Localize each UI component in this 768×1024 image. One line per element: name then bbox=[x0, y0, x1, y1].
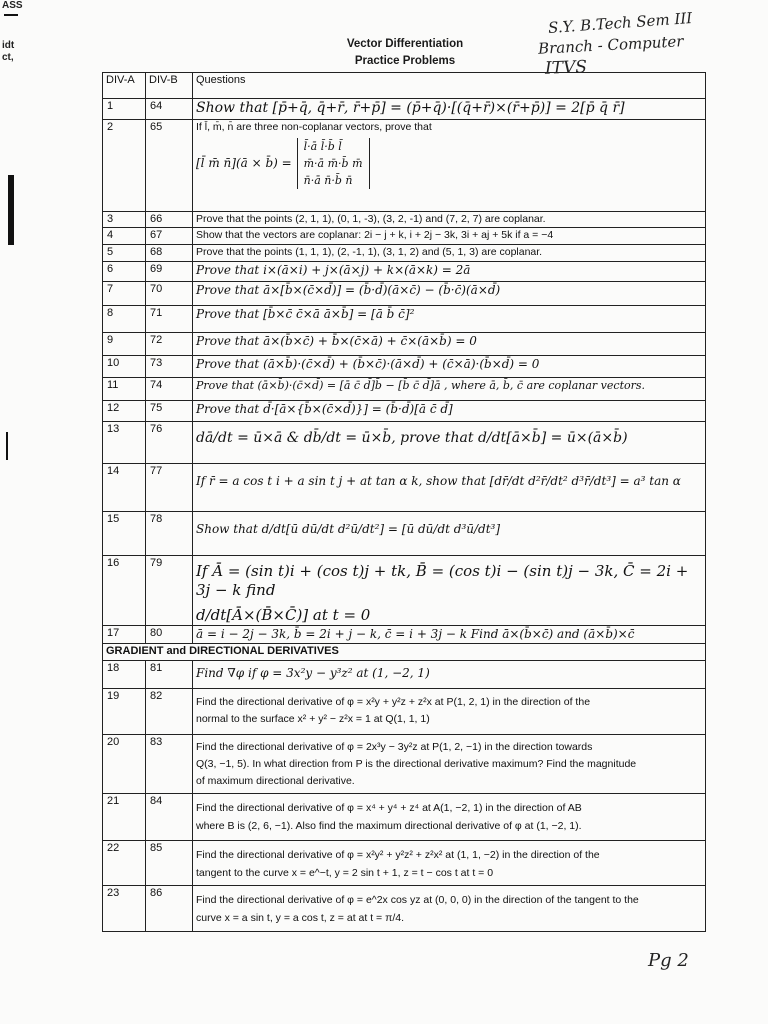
question-text: Prove that ā×(b̄×c̄) + b̄×(c̄×ā) + c̄×(ā×b̄) = 0 bbox=[193, 333, 706, 356]
div-b-number: 71 bbox=[146, 306, 193, 333]
table-row bbox=[103, 356, 706, 378]
div-b-number: 85 bbox=[146, 841, 193, 886]
question-text-continued: d/dt[Ā×(B̄×C̄)] at t = 0 bbox=[196, 605, 371, 624]
div-a-number: 14 bbox=[103, 464, 146, 512]
div-a-number: 12 bbox=[103, 401, 146, 422]
table-row bbox=[103, 422, 706, 464]
handwritten-initials: ITVS bbox=[544, 57, 588, 79]
div-a-number: 5 bbox=[103, 245, 146, 262]
div-a-number: 13 bbox=[103, 422, 146, 464]
question-text: Find the directional derivative of φ = x²y² + y²z² + z²x² at (1, 1, −2) in the direction of the bbox=[196, 849, 600, 861]
question-text-continued: curve x = a sin t, y = a cos t, z = at at t = π/4. bbox=[196, 912, 405, 924]
question-text-continued: Q(3, −1, 5). In what direction from P is the directional derivative maximum? Find the magnitude bbox=[196, 758, 637, 770]
div-a-number: 2 bbox=[103, 119, 146, 211]
div-a-number: 22 bbox=[103, 841, 146, 886]
div-a-number: 23 bbox=[103, 886, 146, 932]
table-header-row bbox=[103, 73, 706, 99]
table-row bbox=[103, 228, 706, 245]
question-text: Show that [p̄+q̄, q̄+r̄, r̄+p̄] = (p̄+q̄)·[(q̄+r̄)×(r̄+p̄)] = 2[p̄ q̄ r̄] bbox=[193, 99, 706, 120]
edge-text-2: idt bbox=[2, 40, 15, 51]
div-b-number: 77 bbox=[146, 464, 193, 512]
question-text: Find the directional derivative of φ = 2x³y − 3y²z at P(1, 2, −1) in the direction towards bbox=[196, 741, 593, 753]
question-text-continued: tangent to the curve x = e^−t, y = 2 sin t + 1, z = t − cos t at t = 0 bbox=[196, 867, 494, 879]
div-b-number: 74 bbox=[146, 378, 193, 401]
div-b-number: 65 bbox=[146, 119, 193, 211]
question-text-continued: where B is (2, 6, −1). Also find the maximum directional derivative of φ at (1, −2, 1). bbox=[196, 820, 582, 832]
div-b-number: 76 bbox=[146, 422, 193, 464]
question-text: Prove that [b̄×c̄ c̄×ā ā×b̄] = [ā b̄ c̄]² bbox=[193, 306, 706, 333]
determinant-lhs: [l̄ m̄ n̄](ā × b̄) = bbox=[196, 155, 292, 170]
table-row bbox=[103, 306, 706, 333]
determinant-row: m̄·ā m̄·b̄ m̄ bbox=[303, 156, 363, 170]
handwritten-page-number: Pg 2 bbox=[648, 950, 689, 971]
div-b-number: 66 bbox=[146, 211, 193, 228]
edge-text-3: ct, bbox=[2, 52, 14, 63]
edge-mark bbox=[8, 175, 14, 245]
question-text: If l̄, m̄, n̄ are three non-coplanar vectors, prove that bbox=[196, 120, 432, 133]
question-cell bbox=[193, 556, 706, 626]
question-text: Prove that (ā×b̄)·(c̄×d̄) = [ā c̄ d̄]b̄ − [b̄ c̄ d̄]ā , where ā, b̄, c̄ are coplanar vectors. bbox=[193, 378, 706, 401]
table-row bbox=[103, 735, 706, 794]
col-header-div-a: DIV-A bbox=[103, 73, 146, 99]
table-row bbox=[103, 626, 706, 644]
div-b-number: 78 bbox=[146, 512, 193, 556]
div-b-number: 67 bbox=[146, 228, 193, 245]
table-row bbox=[103, 282, 706, 306]
question-cell bbox=[193, 886, 706, 932]
col-header-questions: Questions bbox=[193, 73, 706, 99]
table-row bbox=[103, 119, 706, 211]
div-b-number: 73 bbox=[146, 356, 193, 378]
question-text: Prove that the points (1, 1, 1), (2, -1, 1), (3, 1, 2) and (5, 1, 3) are coplanar. bbox=[193, 245, 706, 262]
col-header-div-b: DIV-B bbox=[146, 73, 193, 99]
question-cell bbox=[193, 119, 706, 211]
div-b-number: 68 bbox=[146, 245, 193, 262]
question-text: Find the directional derivative of φ = x²y + y²z + z²x at P(1, 2, 1) in the direction of the bbox=[196, 696, 591, 708]
div-b-number: 84 bbox=[146, 794, 193, 841]
div-a-number: 1 bbox=[103, 99, 146, 120]
table-row bbox=[103, 689, 706, 735]
div-b-number: 64 bbox=[146, 99, 193, 120]
div-a-number: 18 bbox=[103, 661, 146, 689]
handwritten-branch: Branch - Computer bbox=[537, 32, 684, 58]
div-a-number: 7 bbox=[103, 282, 146, 306]
determinant-row: l̄·ā l̄·b̄ l̄ bbox=[303, 139, 342, 153]
table-row bbox=[103, 886, 706, 932]
div-a-number: 9 bbox=[103, 333, 146, 356]
section-header-row bbox=[103, 644, 706, 661]
table-row bbox=[103, 262, 706, 282]
question-cell bbox=[193, 794, 706, 841]
div-a-number: 20 bbox=[103, 735, 146, 794]
div-b-number: 86 bbox=[146, 886, 193, 932]
question-text: Find the directional derivative of φ = x⁴ + y⁴ + z⁴ at A(1, −2, 1) in the direction of AB bbox=[196, 802, 582, 814]
question-text: If Ā = (sin t)i + (cos t)j + tk, B̄ = (cos t)i − (sin t)j − 3k, C̄ = 2i + 3j − k find bbox=[196, 562, 689, 599]
div-b-number: 83 bbox=[146, 735, 193, 794]
div-a-number: 17 bbox=[103, 626, 146, 644]
question-text: Prove that the points (2, 1, 1), (0, 1, -3), (3, 2, -1) and (7, 2, 7) are coplanar. bbox=[193, 211, 706, 228]
table-row bbox=[103, 661, 706, 689]
table-row bbox=[103, 512, 706, 556]
question-text: Prove that i×(ā×i) + j×(ā×j) + k×(ā×k) = 2ā bbox=[193, 262, 706, 282]
question-cell bbox=[193, 841, 706, 886]
div-a-number: 6 bbox=[103, 262, 146, 282]
table-row bbox=[103, 556, 706, 626]
div-b-number: 70 bbox=[146, 282, 193, 306]
question-cell bbox=[193, 735, 706, 794]
determinant-row: n̄·ā n̄·b̄ n̄ bbox=[303, 173, 353, 187]
table-row bbox=[103, 378, 706, 401]
div-b-number: 81 bbox=[146, 661, 193, 689]
question-text: Find the directional derivative of φ = e^2x cos yz at (0, 0, 0) in the direction of the tangent to the bbox=[196, 894, 639, 906]
edge-mark bbox=[6, 432, 8, 460]
div-a-number: 4 bbox=[103, 228, 146, 245]
table-row bbox=[103, 245, 706, 262]
div-a-number: 8 bbox=[103, 306, 146, 333]
div-b-number: 69 bbox=[146, 262, 193, 282]
question-text: Show that d/dt[ū dū/dt d²ū/dt²] = [ū dū/dt d³ū/dt³] bbox=[193, 512, 706, 556]
div-a-number: 16 bbox=[103, 556, 146, 626]
table-row bbox=[103, 464, 706, 512]
table-row bbox=[103, 333, 706, 356]
scan-left-edge bbox=[0, 0, 24, 1024]
edge-text-1: ASS bbox=[2, 0, 23, 11]
question-text: Prove that (ā×b̄)·(c̄×d̄) + (b̄×c̄)·(ā×d̄) + (c̄×ā)·(b̄×d̄) = 0 bbox=[193, 356, 706, 378]
title-line-1: Vector Differentiation bbox=[346, 38, 464, 50]
table-row bbox=[103, 401, 706, 422]
div-b-number: 75 bbox=[146, 401, 193, 422]
handwritten-class: S.Y. B.Tech Sem III bbox=[547, 8, 693, 38]
table-row bbox=[103, 841, 706, 886]
question-text: Prove that ā×[b̄×(c̄×d̄)] = (b̄·d̄)(ā×c̄) − (b̄·c̄)(ā×d̄) bbox=[193, 282, 706, 306]
question-text-continued: of maximum directional derivative. bbox=[196, 775, 355, 787]
div-b-number: 80 bbox=[146, 626, 193, 644]
div-b-number: 72 bbox=[146, 333, 193, 356]
title-line-2: Practice Problems bbox=[354, 55, 456, 67]
question-text: ā = i − 2j − 3k, b̄ = 2i + j − k, c̄ = i + 3j − k Find ā×(b̄×c̄) and (ā×b̄)×c̄ bbox=[193, 626, 706, 644]
question-text: Show that the vectors are coplanar: 2i − j + k, i + 2j − 3k, 3i + aj + 5k if a = −4 bbox=[193, 228, 706, 245]
section-title: GRADIENT and DIRECTIONAL DERIVATIVES bbox=[103, 644, 706, 661]
question-text: Prove that d̄·[ā×{b̄×(c̄×d̄)}] = (b̄·d̄)[ā c̄ d̄] bbox=[193, 401, 706, 422]
question-text: dā/dt = ū×ā & db̄/dt = ū×b̄, prove that d/dt[ā×b̄] = ū×(ā×b̄) bbox=[193, 422, 706, 464]
question-text-continued: normal to the surface x² + y² − z²x = 1 at Q(1, 1, 1) bbox=[196, 713, 430, 725]
div-a-number: 15 bbox=[103, 512, 146, 556]
determinant-matrix bbox=[297, 138, 370, 189]
question-cell bbox=[193, 689, 706, 735]
div-a-number: 21 bbox=[103, 794, 146, 841]
determinant-equation bbox=[196, 138, 702, 189]
page-title bbox=[300, 36, 510, 70]
table-row bbox=[103, 794, 706, 841]
div-a-number: 11 bbox=[103, 378, 146, 401]
question-text: Find ∇φ if φ = 3x²y − y³z² at (1, −2, 1) bbox=[193, 661, 706, 689]
div-b-number: 82 bbox=[146, 689, 193, 735]
problems-table bbox=[102, 72, 706, 932]
edge-mark bbox=[4, 14, 18, 16]
div-a-number: 10 bbox=[103, 356, 146, 378]
table-row bbox=[103, 99, 706, 120]
div-b-number: 79 bbox=[146, 556, 193, 626]
div-a-number: 3 bbox=[103, 211, 146, 228]
div-a-number: 19 bbox=[103, 689, 146, 735]
question-text: If r̄ = a cos t i + a sin t j + at tan α k, show that [dr̄/dt d²r̄/dt² d³r̄/dt³] = a³ tan α bbox=[193, 464, 706, 512]
table-row bbox=[103, 211, 706, 228]
